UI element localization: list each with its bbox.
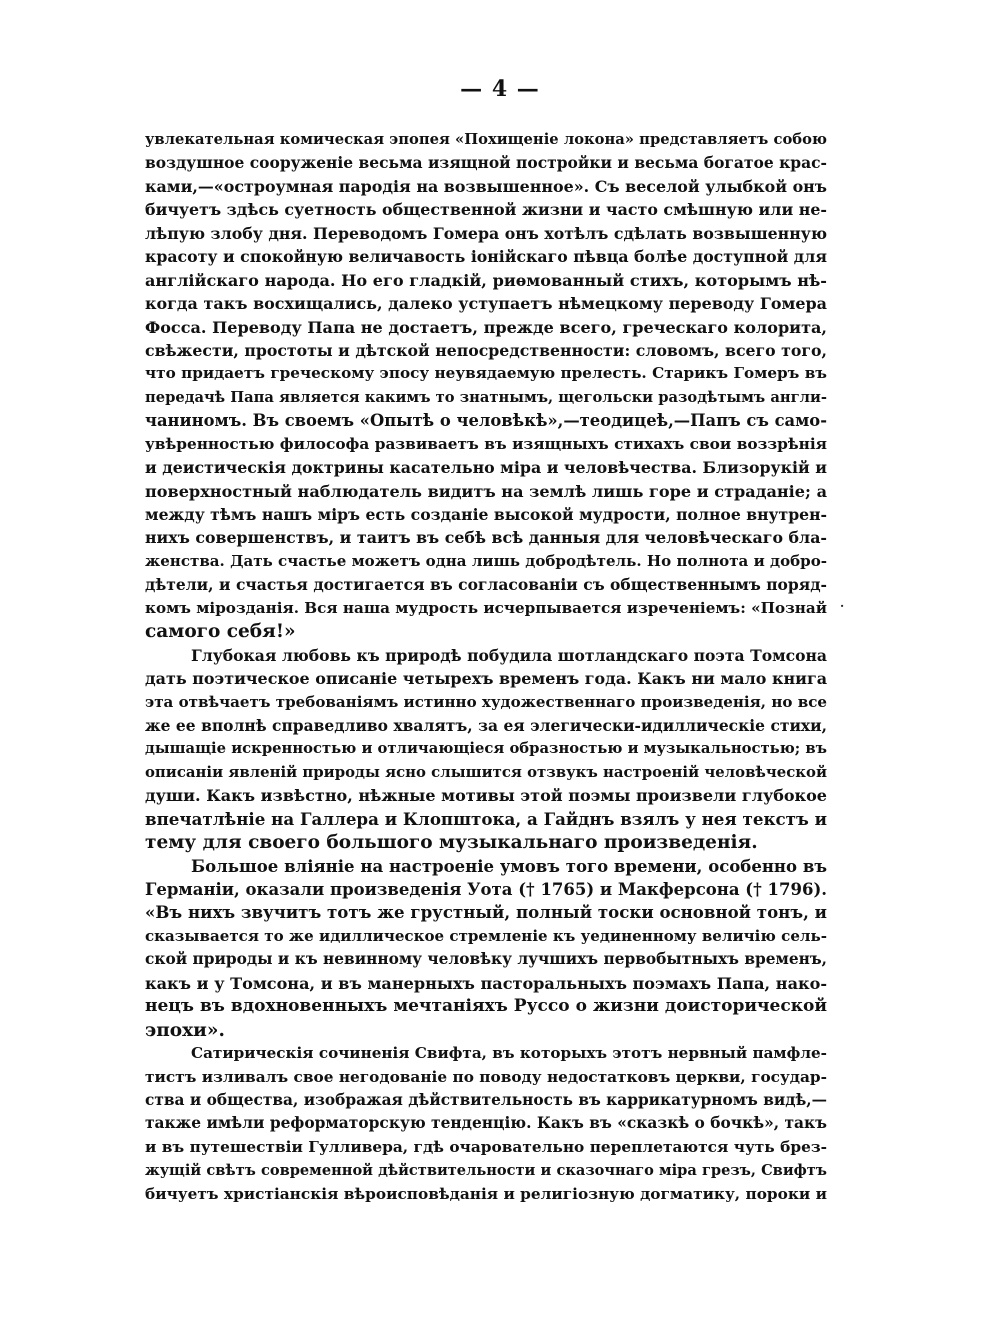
text-line: англійскаго народа. Но его гладкій, риѳмованный стихъ, которымъ нѣ- bbox=[145, 270, 827, 290]
text-line: и деистическія доктрины касательно міра и человѣчества. Близорукій и bbox=[145, 458, 827, 478]
text-line: самого себя!» bbox=[145, 621, 296, 643]
text-line: также имѣли реформаторскую тенденцію. Какъ въ «сказкѣ о бочкѣ», такъ bbox=[145, 1114, 827, 1133]
text-line: нецъ въ вдохновенныхъ мечтаніяхъ Руссо о жизни доисторической bbox=[145, 996, 827, 1017]
text-line: поверхностный наблюдатель видитъ на землѣ лишь горе и страданіе; а bbox=[145, 481, 827, 501]
text-line: свѣжести, простоты и дѣтской непосредственности: словомъ, всего того, bbox=[145, 340, 827, 360]
text-line: женства. Дать счастье можетъ одна лишь добродѣтель. Но полнота и добро- bbox=[145, 551, 827, 570]
text-line: дышащіе искренностью и отличающіеся образностью и музыкальностью; въ bbox=[145, 740, 827, 758]
text-line: комъ мірозданія. Вся наша мудрость исчерпывается изреченіемъ: «Познай bbox=[145, 598, 827, 617]
text-line: эпохи». bbox=[145, 1019, 225, 1041]
text-line: тистъ изливалъ свое негодованіе по поводу недостатковъ церкви, государ- bbox=[145, 1067, 827, 1086]
text-line: между тѣмъ нашъ міръ есть созданіе высокой мудрости, полное внутрен- bbox=[145, 505, 827, 524]
text-line: описаніи явленій природы ясно слышится отзвукъ настроеній человѣческой bbox=[145, 762, 827, 781]
text-line: чаниномъ. Въ своемъ «Опытѣ о человѣкѣ»,—теодицеѣ,—Папъ съ само- bbox=[145, 411, 827, 431]
text-line: сказывается то же идиллическое стремленіе къ уединенному величію сель- bbox=[145, 926, 827, 945]
text-line: нихъ совершенствъ, и таитъ въ себѣ всѣ данныя для человѣческаго бла- bbox=[145, 528, 827, 548]
text-line: что придаетъ греческому эпосу неувядаемую прелесть. Старикъ Гомеръ въ bbox=[145, 364, 827, 383]
text-line: бичуетъ христіанскія вѣроисповѣданія и религіозную догматику, пороки и bbox=[145, 1184, 827, 1203]
text-line: передачѣ Папа является какимъ то знатнымъ, щегольски разодѣтымъ англи- bbox=[145, 388, 827, 406]
page-number: — 4 — bbox=[460, 76, 540, 102]
text-line: увѣренностью философа развиваетъ въ изящныхъ стихахъ свои воззрѣнія bbox=[145, 434, 827, 453]
text-line: Глубокая любовь къ природѣ побудила шотландскаго поэта Томсона bbox=[191, 645, 827, 665]
text-line: тему для своего большого музыкальнаго произведенія. bbox=[145, 832, 758, 854]
text-line: ками,—«остроумная пародія на возвышенное». Съ веселой улыбкой онъ bbox=[145, 176, 827, 196]
text-line: красоту и спокойную величавость іонійскаго пѣвца болѣе доступной для bbox=[145, 247, 827, 267]
body-text bbox=[145, 128, 827, 1206]
text-line: души. Какъ извѣстно, нѣжные мотивы этой поэмы произвели глубокое bbox=[145, 786, 827, 806]
text-line: ства и общества, изображая дѣйствительность въ каррикатурномъ видѣ,— bbox=[145, 1090, 827, 1109]
text-line: впечатлѣніе на Галлера и Клопштока, а Гайднъ взялъ у нея текстъ и bbox=[145, 808, 827, 829]
text-line: какъ и у Томсона, и въ манерныхъ пасторальныхъ поэмахъ Папа, нако- bbox=[145, 973, 827, 993]
text-line: Большое вліяніе на настроеніе умовъ того времени, особенно въ bbox=[191, 855, 827, 876]
text-line: «Въ нихъ звучитъ тотъ же грустный, полный тоски основной тонъ, и bbox=[145, 902, 827, 923]
text-line: увлекательная комическая эпопея «Похищеніе локона» представляетъ собою bbox=[145, 131, 827, 148]
text-line: эта отвѣчаетъ требованіямъ истинно художественнаго произведенія, но все bbox=[145, 692, 827, 711]
text-line: Сатирическія сочиненія Свифта, въ которыхъ этотъ нервный памфле- bbox=[191, 1044, 827, 1063]
text-line: бичуетъ здѣсь суетность общественной жизни и часто смѣшную или не- bbox=[145, 200, 827, 220]
text-line: когда такъ восхищались, далеко уступаетъ нѣмецкому переводу Гомера bbox=[145, 294, 827, 314]
text-line: и въ путешествіи Гулливера, гдѣ очаровательно переплетаются чуть брез- bbox=[145, 1137, 827, 1156]
text-line: дѣтели, и счастья достигается въ согласованіи съ общественнымъ поряд- bbox=[145, 575, 827, 595]
text-line: жущій свѣтъ современной дѣйствительности и сказочнаго міра грезъ, Свифтъ bbox=[145, 1162, 827, 1180]
stray-mark: . bbox=[840, 596, 845, 610]
text-line: воздушное сооруженіе весьма изящной постройки и весьма богатое крас- bbox=[145, 153, 827, 173]
text-line: дать поэтическое описаніе четырехъ временъ года. Какъ ни мало книга bbox=[145, 669, 827, 689]
text-line: лѣпую злобу дня. Переводомъ Гомера онъ хотѣлъ сдѣлать возвышенную bbox=[145, 223, 827, 243]
text-line: же ее вполнѣ справедливо хвалятъ, за ея элегически-идиллическіе стихи, bbox=[145, 715, 827, 735]
text-line: Германіи, оказали произведенія Уота († 1765) и Макферсона († 1796). bbox=[145, 880, 827, 899]
text-line: Фосса. Переводу Папа не достаетъ, прежде всего, греческаго колорита, bbox=[145, 317, 827, 337]
text-line: ской природы и къ невинному человѣку лучшихъ первобытныхъ временъ, bbox=[145, 950, 827, 969]
